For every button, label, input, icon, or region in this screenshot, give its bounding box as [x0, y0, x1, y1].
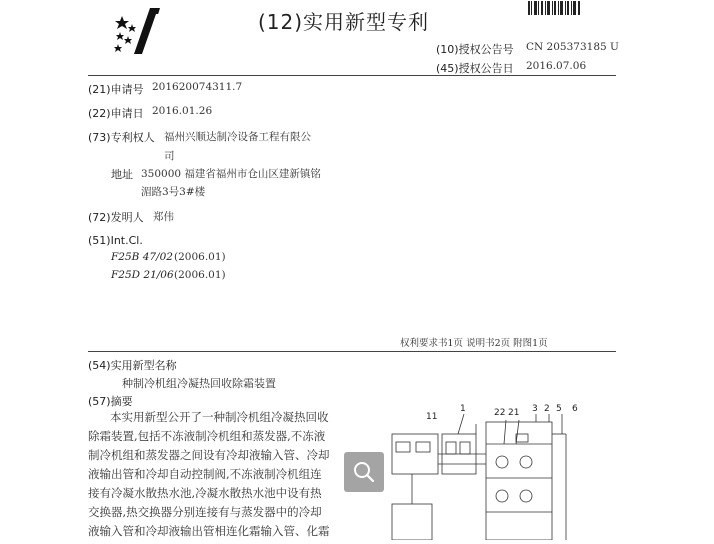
section-divider [88, 351, 616, 352]
abstract-line: 液输出管和冷却自动控制阀,不冻液制冷机组连 [88, 467, 322, 481]
grant-number-label: (10)授权公告号 [436, 43, 514, 56]
figure-label-22: 22 [494, 408, 506, 418]
utility-model-name-label: (54)实用新型名称 [88, 359, 177, 372]
inventor-label: (72)发明人 [88, 211, 144, 224]
patentee-label: (73)专利权人 [88, 131, 155, 144]
abstract-line: 制冷机组和蒸发器之间设有冷却液输入管、冷却 [88, 448, 330, 462]
abstract-line: 除霜装置,包括不冻液制冷机组和蒸发器,不冻液 [88, 429, 326, 443]
ipc-code-2: F25D 21/06 [111, 269, 174, 281]
barcode [528, 0, 580, 14]
ipc-code-1: F25B 47/02 [111, 251, 173, 263]
intcl-label: (51)Int.Cl. [88, 234, 143, 247]
grant-date: 2016.07.06 [526, 60, 587, 72]
abstract-line: 接有冷凝水散热水池,冷凝水散热水池中设有热 [88, 486, 322, 500]
abstract-line: 交换器,热交换器分别连接有与蒸发器中的冷却 [88, 505, 322, 519]
grant-number: CN 205373185 U [526, 41, 619, 53]
filing-date-label: (22)申请日 [88, 107, 144, 120]
patentee-line-1: 福州兴顺达制冷设备工程有限公 [164, 131, 311, 143]
patentee-line-2: 司 [164, 150, 175, 162]
figure-label-1: 1 [460, 404, 466, 414]
abstract-line: 本实用新型公开了一种制冷机组冷凝热回收 [110, 410, 329, 424]
address-line-1: 350000 福建省福州市仓山区建新镇铭 [141, 168, 321, 180]
figure-label-21: 21 [508, 408, 520, 418]
zoom-icon [344, 452, 384, 492]
ipc-year-1: (2006.01) [174, 251, 226, 263]
figure-label-5: 5 [556, 404, 562, 414]
pages-info: 权利要求书1页 说明书2页 附图1页 [400, 338, 548, 349]
zoom-button[interactable] [344, 452, 384, 492]
abstract-figure [386, 404, 586, 540]
figure-label-2: 2 [544, 404, 550, 414]
address-line-2: 湄路3号3#楼 [141, 186, 206, 198]
application-number: 201620074311.7 [152, 81, 243, 93]
document-type-title: (12)实用新型专利 [258, 10, 430, 34]
figure-label-11: 11 [426, 412, 438, 422]
application-number-label: (21)申请号 [88, 83, 144, 96]
grant-date-label: (45)授权公告日 [436, 62, 514, 75]
abstract-label: (57)摘要 [88, 395, 133, 408]
address-label: 地址 [111, 168, 133, 181]
figure-label-6: 6 [572, 404, 578, 414]
patent-office-emblem [112, 6, 172, 58]
inventor: 郑伟 [153, 211, 174, 223]
abstract-text [88, 408, 352, 541]
header-divider [88, 75, 616, 76]
filing-date: 2016.01.26 [152, 105, 213, 117]
ipc-year-2: (2006.01) [174, 269, 226, 281]
utility-model-name: 种制冷机组冷凝热回收除霜装置 [122, 377, 276, 390]
figure-label-3: 3 [532, 404, 538, 414]
abstract-line: 液输入管和冷却液输出管相连化霜输入管、化霜 [88, 524, 330, 538]
